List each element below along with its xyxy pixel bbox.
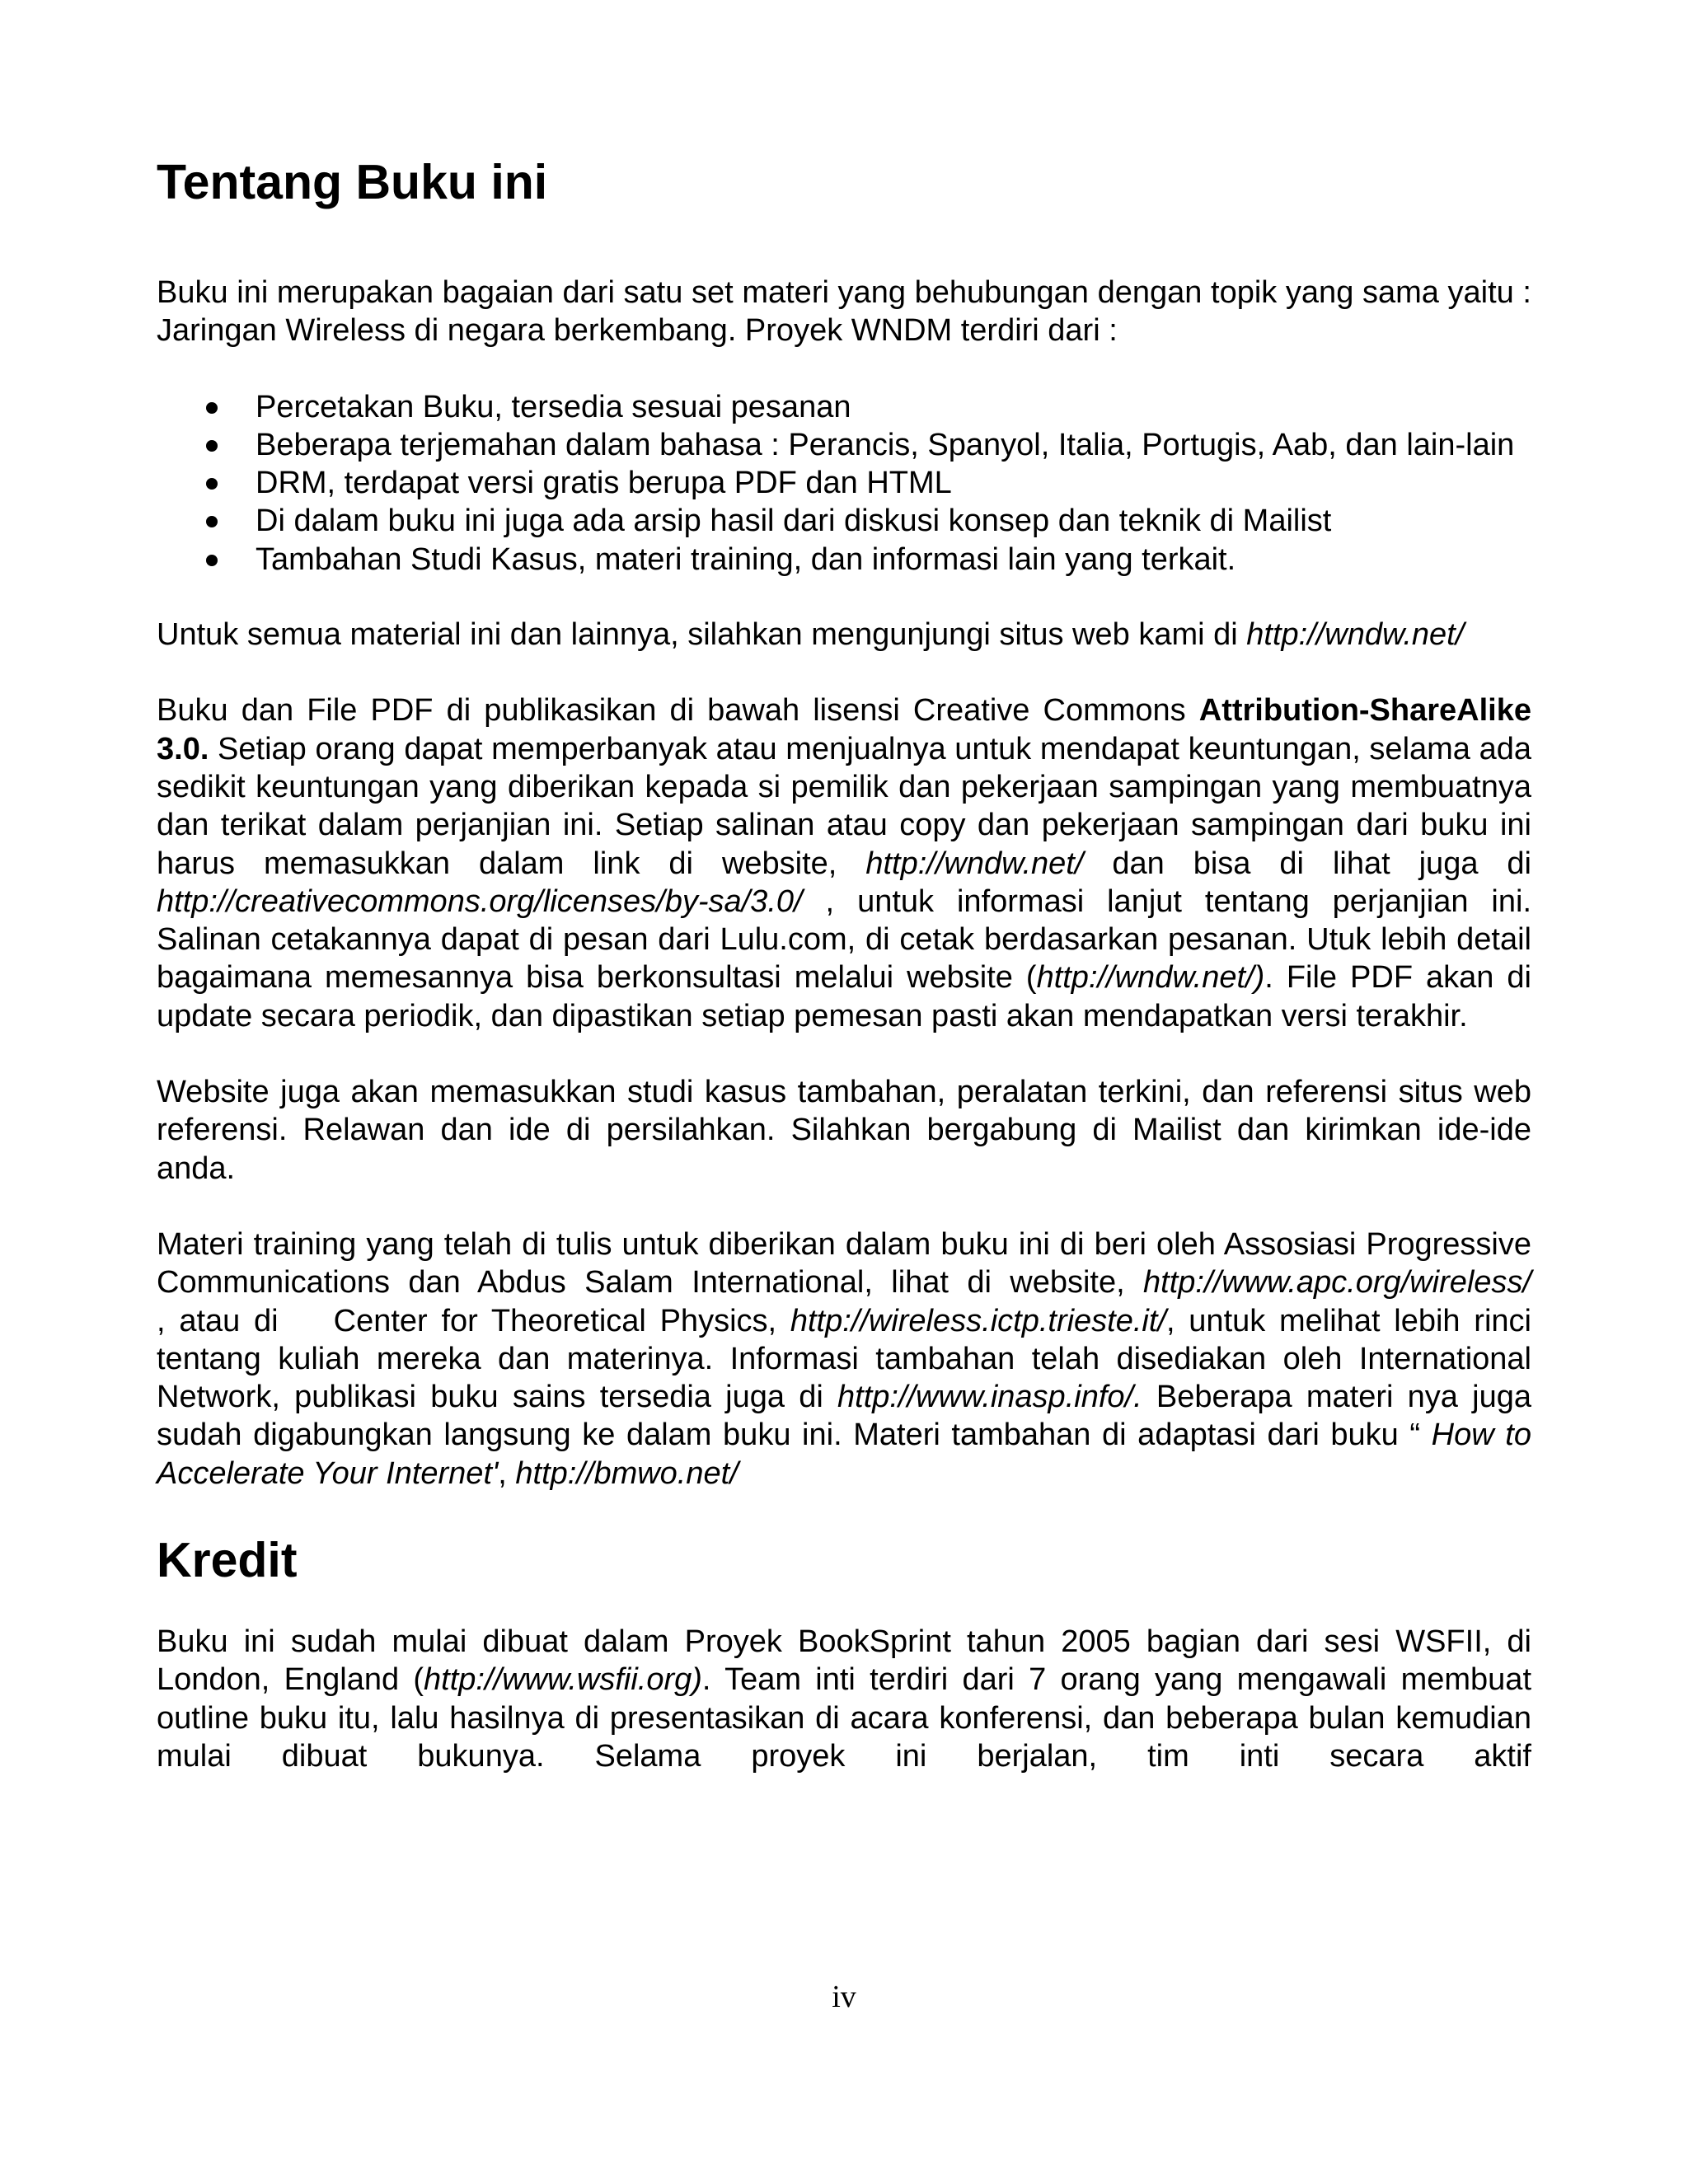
credit-text-2: . Team inti terdiri dari 7 orang yang mengawali membuat outline buku itu, lalu hasilnya di presentasikan di acara konferensi, dan beberapa bulan kemudian mulai dibuat bukunya. Selama proyek ini berjalan, tim inti secara aktif bbox=[157, 1662, 1532, 1774]
training-text-5: , bbox=[498, 1455, 516, 1491]
inasp-link[interactable]: http://www.inasp.info/. bbox=[837, 1380, 1142, 1415]
license-name: Attribution-ShareAlike 3.0. bbox=[157, 693, 1531, 766]
wndw-link[interactable]: http://wndw.net/ bbox=[865, 846, 1084, 881]
ictp-link[interactable]: http://wireless.ictp.trieste.it/ bbox=[790, 1303, 1166, 1338]
wsfii-link[interactable]: http://www.wsfii.org) bbox=[424, 1662, 702, 1698]
intro-paragraph: Buku ini merupakan bagaian dari satu set materi yang behubungan dengan topik yang sama yaitu : Jaringan Wireless di negara berkembang. Proyek WNDM terdiri dari : bbox=[157, 275, 1531, 349]
bullet-icon bbox=[206, 516, 218, 527]
creativecommons-link[interactable]: http://creativecommons.org/licenses/by-sa/3.0/ bbox=[157, 883, 803, 919]
bullet-icon bbox=[206, 555, 218, 566]
list-item bbox=[157, 541, 1531, 579]
training-text-2: , atau di Center for Theoretical Physics, bbox=[157, 1265, 1601, 1338]
list-item-text: Beberapa terjemahan dalam bahasa : Perancis, Spanyol, Italia, Portugis, Aab, dan lain-lain bbox=[256, 427, 1515, 462]
training-paragraph bbox=[157, 1226, 1601, 1493]
visit-text: Untuk semua material ini dan lainnya, silahkan mengunjungi situs web kami di bbox=[157, 617, 1238, 653]
bullet-icon bbox=[206, 402, 218, 414]
list-item-text: Di dalam buku ini juga ada arsip hasil dari diskusi konsep dan teknik di Mailist bbox=[256, 504, 1332, 539]
license-text-1: Buku dan File PDF di publikasikan di bawah lisensi Creative Commons bbox=[157, 693, 1199, 729]
page-number: iv bbox=[832, 1980, 856, 2014]
list-item-text: Tambahan Studi Kasus, materi training, dan informasi lain yang terkait. bbox=[256, 541, 1236, 577]
credit-text-1: Buku ini sudah mulai dibuat dalam Proyek BookSprint tahun 2005 bagian dari sesi WSFII, di London, England ( bbox=[157, 1624, 1531, 1698]
website-paragraph: Website juga akan memasukkan studi kasus tambahan, peralatan terkini, dan referensi situs web referensi. Relawan dan ide di persilahkan. Silahkan bergabung di Mailist dan kirimkan ide-ide anda. bbox=[157, 1075, 1531, 1186]
license-text-4: , untuk informasi lanjut tentang perjanjian ini. Salinan cetakannya dapat di pesan dari Lulu.com, di cetak berdasarkan pesanan. Utuk lebih detail bagaimana memesannya bisa berkonsultasi melalui website ( bbox=[157, 883, 1531, 996]
license-paragraph bbox=[157, 691, 1531, 1035]
section-heading-about: Tentang Buku ini bbox=[157, 155, 548, 209]
apc-link[interactable]: http://www.apc.org/wireless/ bbox=[1143, 1265, 1531, 1301]
page-content bbox=[157, 152, 1601, 1775]
license-text-2: Setiap orang dapat memperbanyak atau menjualnya untuk mendapat keuntungan, selama ada sedikit keuntungan yang diberikan kepada si pemilik dan pekerjaan sampingan yang membuatnya dan terikat dalam perjanjian ini. Setiap salinan atau copy dan pekerjaan sampingan dari buku ini harus memasukkan dalam link di website, bbox=[157, 731, 1531, 881]
project-list bbox=[157, 388, 1531, 579]
wndw-link-2[interactable]: http://wndw.net/) bbox=[1036, 960, 1265, 996]
bullet-icon bbox=[206, 478, 218, 490]
book-title: How to Accelerate Your Internet' bbox=[157, 1418, 1531, 1491]
list-item bbox=[157, 426, 1531, 464]
visit-paragraph bbox=[157, 616, 1531, 654]
bullet-icon bbox=[206, 440, 218, 452]
training-text-3: , untuk melihat lebih rinci tentang kuliah mereka dan materinya. Informasi tambahan telah disediakan oleh International Network, publikasi buku sains tersedia juga di bbox=[157, 1303, 1531, 1415]
section-heading-credit: Kredit bbox=[157, 1533, 298, 1588]
bmwo-link[interactable]: http://bmwo.net/ bbox=[515, 1455, 738, 1491]
list-item bbox=[157, 388, 1531, 426]
visit-link[interactable]: http://wndw.net/ bbox=[1246, 617, 1465, 653]
training-text-1: Materi training yang telah di tulis untuk diberikan dalam buku ini di beri oleh Assosiasi Progressive Communications dan Abdus Salam International, lihat di website, bbox=[157, 1226, 1531, 1301]
list-item-text: DRM, terdapat versi gratis berupa PDF dan HTML bbox=[256, 466, 952, 501]
list-item-text: Percetakan Buku, tersedia sesuai pesanan bbox=[256, 389, 851, 424]
training-text-4: Beberapa materi nya juga sudah digabungkan langsung ke dalam buku ini. Materi tambahan di adaptasi dari buku “ bbox=[157, 1380, 1531, 1453]
list-item bbox=[157, 502, 1531, 540]
license-text-5: . File PDF akan di update secara periodik, dan dipastikan setiap pemesan pasti akan mendapatkan versi terakhir. bbox=[157, 960, 1531, 1033]
license-text-3: dan bisa di lihat juga di bbox=[1083, 846, 1531, 881]
list-item bbox=[157, 464, 1531, 502]
credit-paragraph bbox=[157, 1623, 1531, 1775]
